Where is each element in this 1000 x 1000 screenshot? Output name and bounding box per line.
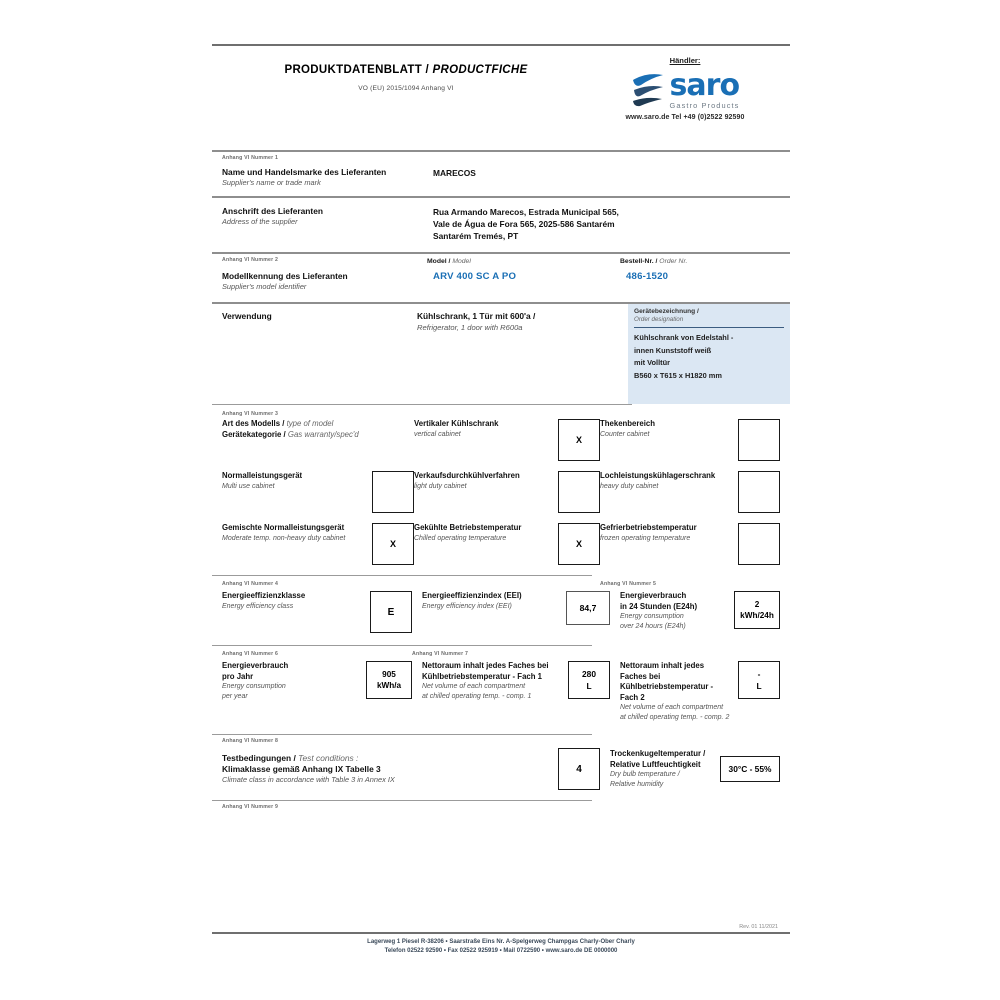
title-separator: / bbox=[425, 64, 430, 76]
consumption-section bbox=[212, 646, 790, 734]
multi-use-cabinet-de: Normalleistungsgerät bbox=[222, 471, 303, 480]
efficiency-section bbox=[212, 576, 790, 645]
consumption24-value-box bbox=[734, 591, 780, 629]
efficiency-class-en: Energy efficiency class bbox=[222, 602, 294, 610]
dry-bulb-value: 30°C - 55% bbox=[720, 756, 780, 782]
model-type-label-de bbox=[222, 419, 409, 430]
moderate-temp-cabinet-cell bbox=[222, 523, 414, 565]
supplier-address-label bbox=[222, 206, 433, 242]
model-label-de: Modellkennung des Lieferanten bbox=[222, 271, 348, 281]
yearly-consumption-unit: kWh/a bbox=[376, 681, 402, 690]
vertical-cabinet-checkbox[interactable]: X bbox=[558, 419, 600, 461]
light-duty-cabinet-en: light duty cabinet bbox=[414, 482, 467, 490]
heavy-duty-cabinet-cell bbox=[600, 471, 780, 513]
multi-use-cabinet-en: Multi use cabinet bbox=[222, 482, 275, 490]
heavy-duty-cabinet-checkbox[interactable] bbox=[738, 471, 780, 513]
title-english: PRODUCTFICHE bbox=[432, 64, 528, 76]
model-type-label-en-text: type of model bbox=[286, 419, 334, 428]
climate-row bbox=[212, 746, 790, 800]
model-type-eyebrow: Anhang VI Nummer 3 bbox=[222, 411, 279, 417]
order-head-en: Order Nr. bbox=[659, 258, 688, 265]
yearly-consumption-de-2: pro Jahr bbox=[222, 671, 254, 681]
climate-divider bbox=[212, 800, 592, 801]
net-volume-comp1-de-2: Kühlbetriebstemperatur - Fach 1 bbox=[422, 671, 543, 681]
designation-title-en: Order designation bbox=[634, 316, 684, 323]
supplier-address-row bbox=[212, 198, 790, 252]
eei-label bbox=[422, 591, 566, 611]
designation-line-3: mit Volltür bbox=[634, 358, 670, 367]
model-type-row-2 bbox=[222, 471, 780, 513]
order-head-label bbox=[620, 258, 790, 265]
product-fiche-page bbox=[212, 44, 790, 956]
chilled-temp-cell bbox=[414, 523, 600, 565]
vertical-cabinet-cell bbox=[414, 419, 600, 461]
model-body-row bbox=[212, 265, 790, 302]
model-type-row-3 bbox=[222, 523, 780, 565]
consumption24-value: 2 bbox=[754, 600, 760, 609]
dry-bulb-de-1: Trockenkugeltemperatur / bbox=[610, 749, 706, 758]
efficiency-class-value: E bbox=[370, 591, 412, 633]
designation-line-2: innen Kunststoff weiß bbox=[634, 345, 712, 355]
designation-line-4: B560 x T615 x H1820 mm bbox=[634, 370, 722, 380]
frozen-temp-de: Gefrierbetriebstemperatur bbox=[600, 523, 697, 532]
dealer-label: Händler: bbox=[669, 56, 701, 65]
heavy-duty-cabinet-de: Lochleistungskühlagerschrank bbox=[600, 471, 716, 480]
yearly-consumption-value-box bbox=[366, 661, 412, 699]
test-conditions-en: Climate class in accordance with Table 3 in Annex IX bbox=[222, 775, 395, 784]
supplier-address-line-1: Rua Armando Marecos, Estrada Municipal 565, bbox=[433, 207, 619, 217]
consumption24-de-1: Energieverbrauch bbox=[620, 591, 687, 600]
footer-eyebrow: Anhang VI Nummer 9 bbox=[222, 804, 279, 810]
net-volume-comp2-de-1: Nettoraum inhalt jedes Faches bei bbox=[620, 661, 705, 681]
model-head-en: Model bbox=[452, 258, 471, 265]
usage-row bbox=[212, 304, 790, 404]
climate-eyebrow: Anhang VI Nummer 8 bbox=[222, 738, 279, 744]
net-volume-comp2-de-2: Kühlbetriebstemperatur - Fach 2 bbox=[620, 682, 714, 702]
multi-use-cabinet-checkbox[interactable] bbox=[372, 471, 414, 513]
multi-use-cabinet-cell bbox=[222, 471, 414, 513]
model-type-section bbox=[212, 405, 790, 565]
climate-section bbox=[212, 738, 790, 800]
chilled-temp-en: Chilled operating temperature bbox=[414, 534, 507, 542]
consumption-year-eyebrow: Anhang VI Nummer 6 bbox=[222, 651, 279, 657]
consumption24-de-2: in 24 Stunden (E24h) bbox=[620, 601, 698, 611]
net-volume-comp1-cell bbox=[412, 661, 610, 701]
saro-wordmark bbox=[669, 68, 740, 110]
model-label-en: Supplier's model identifier bbox=[222, 282, 307, 291]
logo-tagline: Gastro Products bbox=[669, 101, 740, 110]
designation-line-1: Kühlschrank von Edelstahl - bbox=[634, 333, 734, 342]
model-value-cell bbox=[433, 271, 608, 292]
eei-cell bbox=[412, 591, 610, 625]
net-volume-comp1-en-1: Net volume of each compartment bbox=[422, 683, 526, 690]
test-conditions-en-1-text: Test conditions : bbox=[298, 753, 359, 763]
page-title bbox=[222, 64, 590, 76]
supplier-name-value-cell bbox=[433, 167, 780, 188]
usage-label bbox=[222, 304, 417, 404]
supplier-name-label-de: Name und Handelsmarke des Lieferanten bbox=[222, 167, 387, 177]
model-type-label bbox=[222, 419, 414, 440]
model-label bbox=[222, 271, 433, 292]
light-duty-cabinet-label bbox=[414, 471, 558, 491]
net-volume-comp2-cell bbox=[610, 661, 780, 722]
supplier-address-line-2: Vale de Água de Fora 565, 2025-586 Santarém bbox=[433, 219, 615, 229]
eei-de: Energieeffizienzindex (EEI) bbox=[422, 591, 522, 600]
net-volume-comp1-value-box bbox=[568, 661, 610, 699]
model-col-head bbox=[427, 254, 602, 265]
dealer-block bbox=[590, 54, 780, 121]
model-section bbox=[212, 254, 790, 302]
vertical-cabinet-label bbox=[414, 419, 558, 439]
yearly-consumption-label bbox=[222, 661, 366, 701]
order-number-value: 486-1520 bbox=[626, 271, 669, 282]
saro-logo-mark bbox=[631, 72, 665, 108]
net-volume-comp1-unit: L bbox=[586, 681, 592, 691]
net-volume-comp2-label bbox=[620, 661, 738, 722]
model-type-label-cell bbox=[222, 419, 414, 440]
frozen-temp-en: frozen operating temperature bbox=[600, 534, 691, 542]
consumption-divider bbox=[212, 734, 592, 735]
vertical-cabinet-de: Vertikaler Kühlschrank bbox=[414, 419, 499, 428]
multi-use-cabinet-label bbox=[222, 471, 372, 491]
frozen-temp-cell bbox=[600, 523, 780, 565]
regulation-reference: VO (EU) 2015/1094 Anhang VI bbox=[358, 85, 454, 92]
model-value: ARV 400 SC A PO bbox=[433, 271, 517, 282]
consumption24-eyebrow: Anhang VI Nummer 5 bbox=[600, 581, 657, 587]
usage-value-de: Kühlschrank, 1 Tür mit 600'a / bbox=[417, 311, 536, 321]
light-duty-cabinet-de: Verkaufsdurchkühlverfahren bbox=[414, 471, 520, 480]
consumption24-label bbox=[620, 591, 734, 631]
vertical-cabinet-en: vertical cabinet bbox=[414, 430, 461, 438]
dry-bulb-en-2: Relative humidity bbox=[610, 780, 664, 788]
moderate-temp-cabinet-en: Moderate temp. non-heavy duty cabinet bbox=[222, 534, 346, 542]
counter-cabinet-cell bbox=[600, 419, 780, 461]
test-conditions-de-2: Klimaklasse gemäß Anhang IX Tabelle 3 bbox=[222, 764, 381, 774]
frozen-temp-checkbox[interactable] bbox=[738, 523, 780, 565]
model-type-label-de-text: Art des Modells / bbox=[222, 419, 285, 428]
efficiency-row bbox=[212, 589, 790, 645]
order-col-head bbox=[602, 254, 790, 265]
net-volume-comp1-en-2: at chilled operating temp. - comp. 1 bbox=[422, 692, 532, 700]
net-volume-comp2-en-1: Net volume of each compartment bbox=[620, 704, 724, 711]
test-conditions-de-1 bbox=[222, 753, 558, 764]
document-header bbox=[212, 46, 790, 150]
model-head-label bbox=[427, 258, 602, 265]
heavy-duty-cabinet-en: heavy duty cabinet bbox=[600, 482, 659, 490]
supplier-name-eyebrow: Anhang VI Nummer 1 bbox=[222, 155, 279, 161]
supplier-name-row bbox=[212, 163, 790, 196]
light-duty-cabinet-cell bbox=[414, 471, 600, 513]
net-volume-comp2-value: - bbox=[757, 669, 761, 679]
model-head-de: Model / bbox=[427, 258, 451, 265]
yearly-consumption-en-2: per year bbox=[222, 692, 248, 700]
device-category-de-text: Gerätekategorie / bbox=[222, 429, 286, 439]
test-conditions-label bbox=[222, 753, 558, 785]
counter-cabinet-checkbox[interactable] bbox=[738, 419, 780, 461]
document-footer bbox=[212, 924, 790, 956]
device-category-en-text: Gas warranty/spec'd bbox=[287, 429, 359, 439]
footer-address-line-1: Lagerweg 1 Piesel R-38206 • Saarstraße Eins Nr. A-Spelgerweg Champgas Charly-Ober Charly bbox=[367, 939, 635, 945]
efficiency-class-label bbox=[222, 591, 370, 611]
net-volume-comp2-value-box bbox=[738, 661, 780, 699]
order-head-de: Bestell-Nr. / bbox=[620, 258, 658, 265]
chilled-temp-de: Gekühlte Betriebstemperatur bbox=[414, 523, 522, 532]
counter-cabinet-de: Thekenbereich bbox=[600, 419, 656, 428]
moderate-temp-cabinet-label bbox=[222, 523, 372, 543]
net-volume-comp1-value: 280 bbox=[582, 669, 596, 679]
test-conditions-de-1-text: Testbedingungen / bbox=[222, 753, 296, 763]
supplier-address-label-de: Anschrift des Lieferanten bbox=[222, 206, 323, 216]
climate-class-value: 4 bbox=[558, 748, 600, 790]
usage-value-cell bbox=[417, 304, 628, 404]
yearly-consumption-cell bbox=[222, 661, 412, 701]
efficiency-eyebrow: Anhang VI Nummer 4 bbox=[222, 581, 279, 587]
usage-value-en: Refrigerator, 1 door with R600a bbox=[417, 323, 523, 332]
eei-en: Energy efficiency index (EEI) bbox=[422, 602, 512, 610]
net-volume-comp1-label bbox=[422, 661, 568, 701]
chilled-temp-label bbox=[414, 523, 558, 543]
consumption24-en-2: over 24 hours (E24h) bbox=[620, 622, 686, 630]
counter-cabinet-label bbox=[600, 419, 738, 439]
contact-line: www.saro.de Tel +49 (0)2522 92590 bbox=[625, 114, 745, 122]
designation-title-de: Gerätebezeichnung / bbox=[634, 308, 699, 315]
consumption24-cell bbox=[610, 591, 780, 631]
supplier-name-section bbox=[212, 155, 790, 196]
model-type-row-1 bbox=[222, 419, 780, 461]
supplier-address-label-en: Address of the supplier bbox=[222, 217, 298, 226]
dry-bulb-de-2: Relative Luftfeuchtigkeit bbox=[610, 759, 701, 769]
counter-cabinet-en: Counter cabinet bbox=[600, 430, 650, 438]
order-value-cell bbox=[608, 271, 780, 292]
eei-value: 84,7 bbox=[566, 591, 610, 625]
supplier-address-line-3: Santarém Tremés, PT bbox=[433, 231, 519, 241]
header-divider bbox=[212, 150, 790, 152]
net-volume-comp2-unit: L bbox=[756, 681, 762, 691]
supplier-name-label bbox=[222, 167, 433, 188]
net-volume-comp1-de-1: Nettoraum inhalt jedes Faches bei bbox=[422, 661, 549, 670]
yearly-consumption-en-1: Energy consumption bbox=[222, 683, 286, 690]
consumption24-en-1: Energy consumption bbox=[620, 613, 684, 620]
footer-address-block bbox=[212, 934, 790, 956]
supplier-address-value-cell bbox=[433, 206, 780, 242]
device-designation-box bbox=[628, 304, 790, 404]
supplier-name-value: MARECOS bbox=[433, 168, 476, 178]
footer-address-line-2: Telefon 02522 92590 • Fax 02522 925919 • Mail 0722590 • www.saro.de DE 0000000 bbox=[384, 948, 618, 954]
revision-note: Rev. 01 11/2021 bbox=[739, 924, 778, 930]
saro-logo bbox=[590, 68, 780, 110]
yearly-consumption-de-1: Energieverbrauch bbox=[222, 661, 289, 670]
designation-separator bbox=[634, 327, 784, 328]
usage-label-de: Verwendung bbox=[222, 311, 272, 321]
yearly-consumption-value: 905 bbox=[382, 670, 396, 679]
frozen-temp-label bbox=[600, 523, 738, 543]
logo-word: saro bbox=[669, 68, 740, 103]
device-category-label-de bbox=[222, 430, 409, 441]
dry-bulb-en-1: Dry bulb temperature / bbox=[610, 771, 680, 778]
header-title-block bbox=[222, 54, 590, 92]
model-eyebrow: Anhang VI Nummer 2 bbox=[222, 257, 279, 263]
consumption-row bbox=[212, 659, 790, 734]
dry-bulb-label bbox=[600, 749, 720, 789]
efficiency-class-cell bbox=[222, 591, 412, 633]
supplier-name-label-en: Supplier's name or trade mark bbox=[222, 178, 321, 187]
efficiency-class-de: Energieeffizienzklasse bbox=[222, 591, 306, 600]
heavy-duty-cabinet-label bbox=[600, 471, 738, 491]
title-german: PRODUKTDATENBLATT bbox=[284, 64, 423, 76]
chilled-temp-checkbox[interactable]: X bbox=[558, 523, 600, 565]
net-volume-comp2-en-2: at chilled operating temp. - comp. 2 bbox=[620, 713, 730, 721]
consumption24-unit: kWh/24h bbox=[740, 611, 774, 620]
light-duty-cabinet-checkbox[interactable] bbox=[558, 471, 600, 513]
moderate-temp-cabinet-checkbox[interactable]: X bbox=[372, 523, 414, 565]
moderate-temp-cabinet-de: Gemischte Normalleistungsgerät bbox=[222, 523, 345, 532]
net-volume-eyebrow: Anhang VI Nummer 7 bbox=[412, 651, 469, 657]
